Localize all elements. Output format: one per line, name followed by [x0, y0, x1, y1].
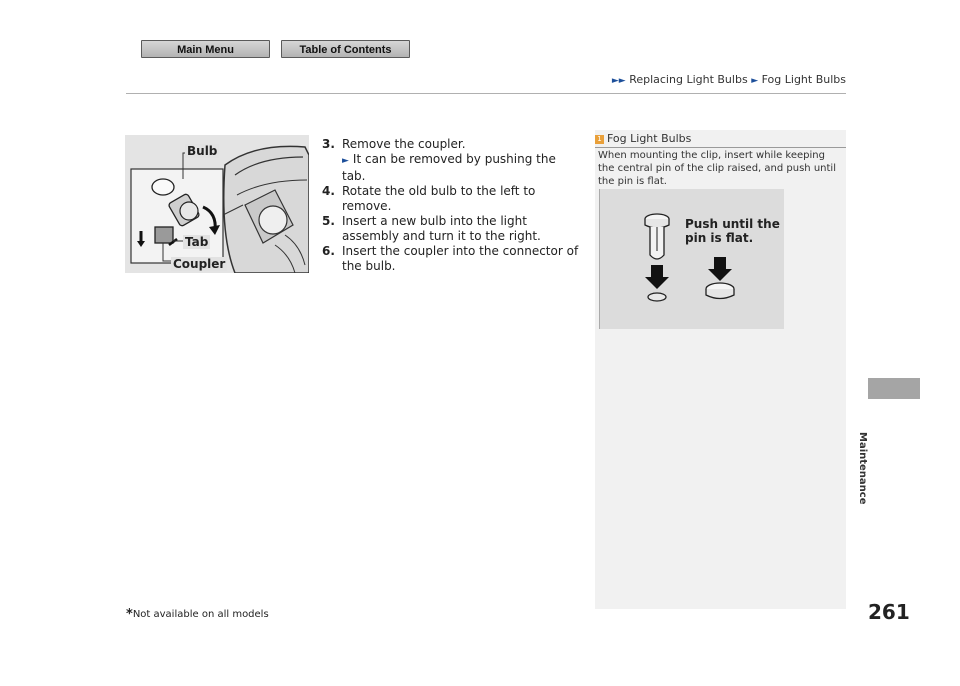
step-number: 6. [322, 244, 335, 258]
breadcrumb-item-fog-light-bulbs: Fog Light Bulbs [761, 73, 846, 86]
sidebar-heading [595, 132, 846, 148]
footnote [126, 607, 269, 622]
step-text: Insert the coupler into the connector of the bulb. [342, 244, 579, 273]
step-number: 5. [322, 214, 335, 228]
tab-label: Tab [185, 235, 209, 249]
step-number: 4. [322, 184, 335, 198]
step-text: Remove the coupler. [342, 137, 466, 151]
footnote-text: Not available on all models [132, 609, 269, 620]
footnote-marker: * [126, 607, 133, 622]
table-of-contents-button[interactable]: Table of Contents [281, 40, 410, 58]
fog-bulb-illustration [125, 135, 309, 273]
step-substep [342, 152, 582, 184]
step-3 [322, 137, 582, 184]
sidebar-heading-text: Fog Light Bulbs [607, 132, 692, 145]
breadcrumb [612, 73, 846, 86]
section-label: Maintenance [857, 432, 868, 505]
note-reference-icon: 1 [595, 135, 604, 144]
push-label [685, 217, 780, 245]
substep-arrow-icon: ► [342, 156, 349, 166]
clip-illustration [599, 189, 784, 329]
breadcrumb-item-replacing-bulbs[interactable]: Replacing Light Bulbs [629, 73, 748, 86]
step-6 [322, 244, 582, 274]
step-text: Insert a new bulb into the light assembly and turn it to the right. [342, 214, 541, 243]
breadcrumb-arrow-icon: ►► [611, 76, 626, 86]
substep-text: It can be removed by pushing the tab. [342, 152, 556, 183]
header-divider [126, 93, 846, 94]
main-menu-button[interactable]: Main Menu [141, 40, 270, 58]
step-4 [322, 184, 582, 214]
coupler-label: Coupler [173, 257, 226, 271]
push-label-line1: Push until the [685, 217, 780, 231]
instruction-steps [322, 137, 582, 274]
step-text: Rotate the old bulb to the left to remove. [342, 184, 536, 213]
breadcrumb-arrow-icon: ► [751, 76, 759, 86]
sidebar-note [595, 130, 846, 609]
section-tab-marker[interactable] [868, 378, 920, 399]
bulb-label: Bulb [187, 144, 218, 158]
step-number: 3. [322, 137, 335, 151]
clip-drawing [600, 189, 784, 329]
push-label-line2: pin is flat. [685, 231, 754, 245]
step-5 [322, 214, 582, 244]
page-number: 261 [868, 600, 910, 624]
sidebar-text: When mounting the clip, insert while keeping the central pin of the clip raised, and push until the pin is flat. [598, 150, 836, 187]
